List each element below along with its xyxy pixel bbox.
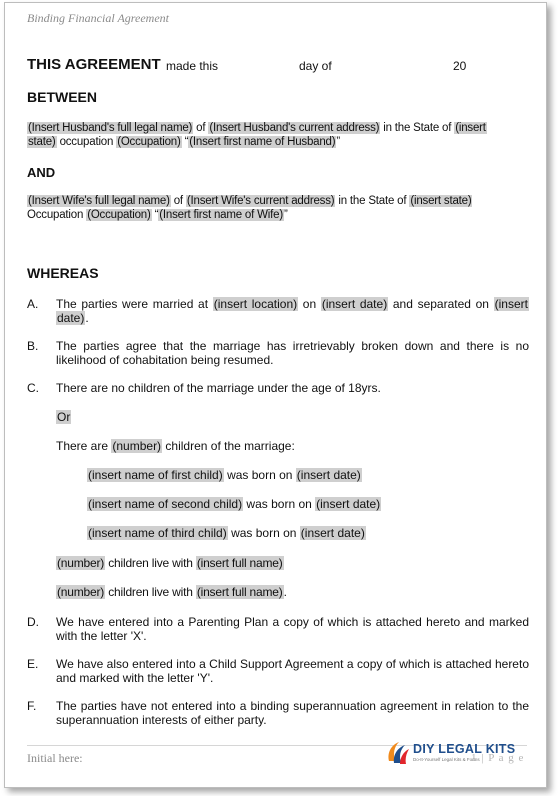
clause-c-children-line (56, 439, 295, 453)
between-heading: BETWEEN (27, 89, 97, 105)
clause-e-text: We have also entered into a Child Support Agreement a copy of which is attached hereto and marked with the letter 'Y'. (56, 657, 529, 685)
logo-swirl-icon (385, 739, 411, 767)
clause-d-letter: D. (27, 615, 39, 629)
clause-a-text-2: and separated on (392, 297, 489, 311)
child-3-date-field[interactable]: (insert date) (300, 526, 365, 540)
made-this-text: made this (166, 59, 219, 73)
clause-c-or-field[interactable]: Or (57, 410, 71, 424)
live-with-text-2: children live with (108, 585, 193, 599)
clause-d (27, 615, 529, 643)
child-2-name-field[interactable]: (insert name of second child) (88, 497, 243, 511)
child-1-date-field[interactable]: (insert date) (296, 468, 361, 482)
whereas-heading: WHEREAS (27, 265, 99, 281)
child-1-born-on: was born on (227, 468, 293, 482)
wife-state-text: in the State of (338, 195, 407, 207)
husband-address-field[interactable]: (Insert Husband's current address) (209, 122, 380, 134)
agreement-title: THIS AGREEMENT (27, 56, 161, 73)
clause-c-there-are: There are (56, 439, 109, 453)
clause-a-body (56, 297, 529, 325)
husband-state-text: in the State of (383, 122, 452, 134)
clause-b-letter: B. (27, 339, 39, 353)
child-2-line (87, 497, 381, 511)
clause-c-number-field[interactable]: (number) (112, 439, 162, 453)
clause-e (27, 657, 529, 685)
husband-state-field[interactable]: (insert (455, 122, 486, 134)
live-with-number-field-2[interactable]: (number) (57, 585, 105, 599)
husband-occupation-field[interactable]: (Occupation) (117, 136, 181, 148)
children-live-with-line-1 (56, 556, 284, 570)
child-2-date-field[interactable]: (insert date) (316, 497, 381, 511)
wife-state-field[interactable]: (insert state) (410, 195, 472, 207)
day-of-text: day of (299, 59, 332, 73)
clause-a-period: . (85, 311, 89, 325)
clause-c-or (56, 410, 71, 424)
document-header-title: Binding Financial Agreement (27, 11, 169, 25)
live-with-text-1: children live with (108, 556, 193, 570)
child-1-line (87, 468, 362, 482)
children-live-with-line-2 (56, 585, 287, 599)
child-2-born-on: was born on (246, 497, 312, 511)
wife-quote-open: “ (154, 209, 159, 221)
husband-of-text: of (196, 122, 206, 134)
clause-c-children-of: children of the marriage: (165, 439, 295, 453)
live-with-number-field-1[interactable]: (number) (57, 556, 105, 570)
logo-tagline: Do-It-Yourself Legal Kits & Forms (413, 757, 480, 762)
child-3-line (87, 526, 366, 540)
husband-state-field-cont[interactable]: state) (28, 136, 56, 148)
husband-quote-open: “ (184, 136, 189, 148)
clause-f-text: The parties have not entered into a binding superannuation agreement in relation to the superannuation interests of either party. (56, 699, 529, 727)
clause-a (27, 297, 529, 325)
diy-legal-kits-logo (385, 736, 535, 770)
wife-address-field[interactable]: (Insert Wife's current address) (186, 195, 335, 207)
clause-a-separated-date-field-cont[interactable]: date) (57, 311, 85, 325)
wife-quote-close: ” (283, 209, 288, 221)
clause-c-letter: C. (27, 381, 39, 395)
clause-f (27, 699, 529, 727)
year-text: 20 (453, 59, 467, 73)
clause-d-text: We have entered into a Parenting Plan a copy of which is attached hereto and marked with the letter 'X'. (56, 615, 529, 643)
clause-f-letter: F. (27, 699, 37, 713)
wife-occupation-text: Occupation (27, 209, 84, 221)
wife-first-name-field[interactable]: (Insert first name of Wife) (159, 209, 283, 221)
wife-party-block (27, 194, 517, 222)
clause-a-married-date-field[interactable]: (insert date) (321, 297, 388, 311)
husband-party-block (27, 121, 517, 149)
wife-name-field[interactable]: (Insert Wife's full legal name) (28, 195, 170, 207)
wife-of-text: of (173, 195, 183, 207)
wife-occupation-field[interactable]: (Occupation) (87, 209, 151, 221)
footer-initial-here: Initial here: (27, 751, 83, 765)
child-3-name-field[interactable]: (insert name of third child) (88, 526, 227, 540)
clause-a-on-text: on (302, 297, 317, 311)
husband-name-field[interactable]: (Insert Husband's full legal name) (28, 122, 193, 134)
live-with-full-name-field-2[interactable]: (insert full name) (196, 585, 283, 599)
live-with-period: . (283, 585, 287, 599)
child-1-name-field[interactable]: (insert name of first child) (88, 468, 223, 482)
live-with-full-name-field-1[interactable]: (insert full name) (196, 556, 283, 570)
clause-c-text: There are no children of the marriage under the age of 18yrs. (56, 381, 381, 395)
document-page (4, 2, 547, 788)
husband-occupation-text: occupation (59, 136, 114, 148)
and-heading: AND (27, 165, 56, 180)
clause-e-letter: E. (27, 657, 39, 671)
clause-c (27, 381, 529, 395)
child-3-born-on: was born on (231, 526, 297, 540)
clause-b (27, 339, 529, 367)
clause-b-text: The parties agree that the marriage has irretrievably broken down and there is no likelihood of cohabitation being resumed. (56, 339, 529, 367)
logo-text: DIY LEGAL KITS (413, 742, 516, 756)
clause-a-separated-date-field[interactable]: (insert (494, 297, 528, 311)
clause-a-letter: A. (27, 297, 39, 311)
clause-a-text-1: The parties were married at (56, 297, 209, 311)
husband-quote-close: ” (336, 136, 341, 148)
clause-a-location-field[interactable]: (insert location) (213, 297, 298, 311)
husband-first-name-field[interactable]: (Insert first name of Husband) (189, 136, 336, 148)
page-number: 1 | P a g e (471, 752, 525, 764)
